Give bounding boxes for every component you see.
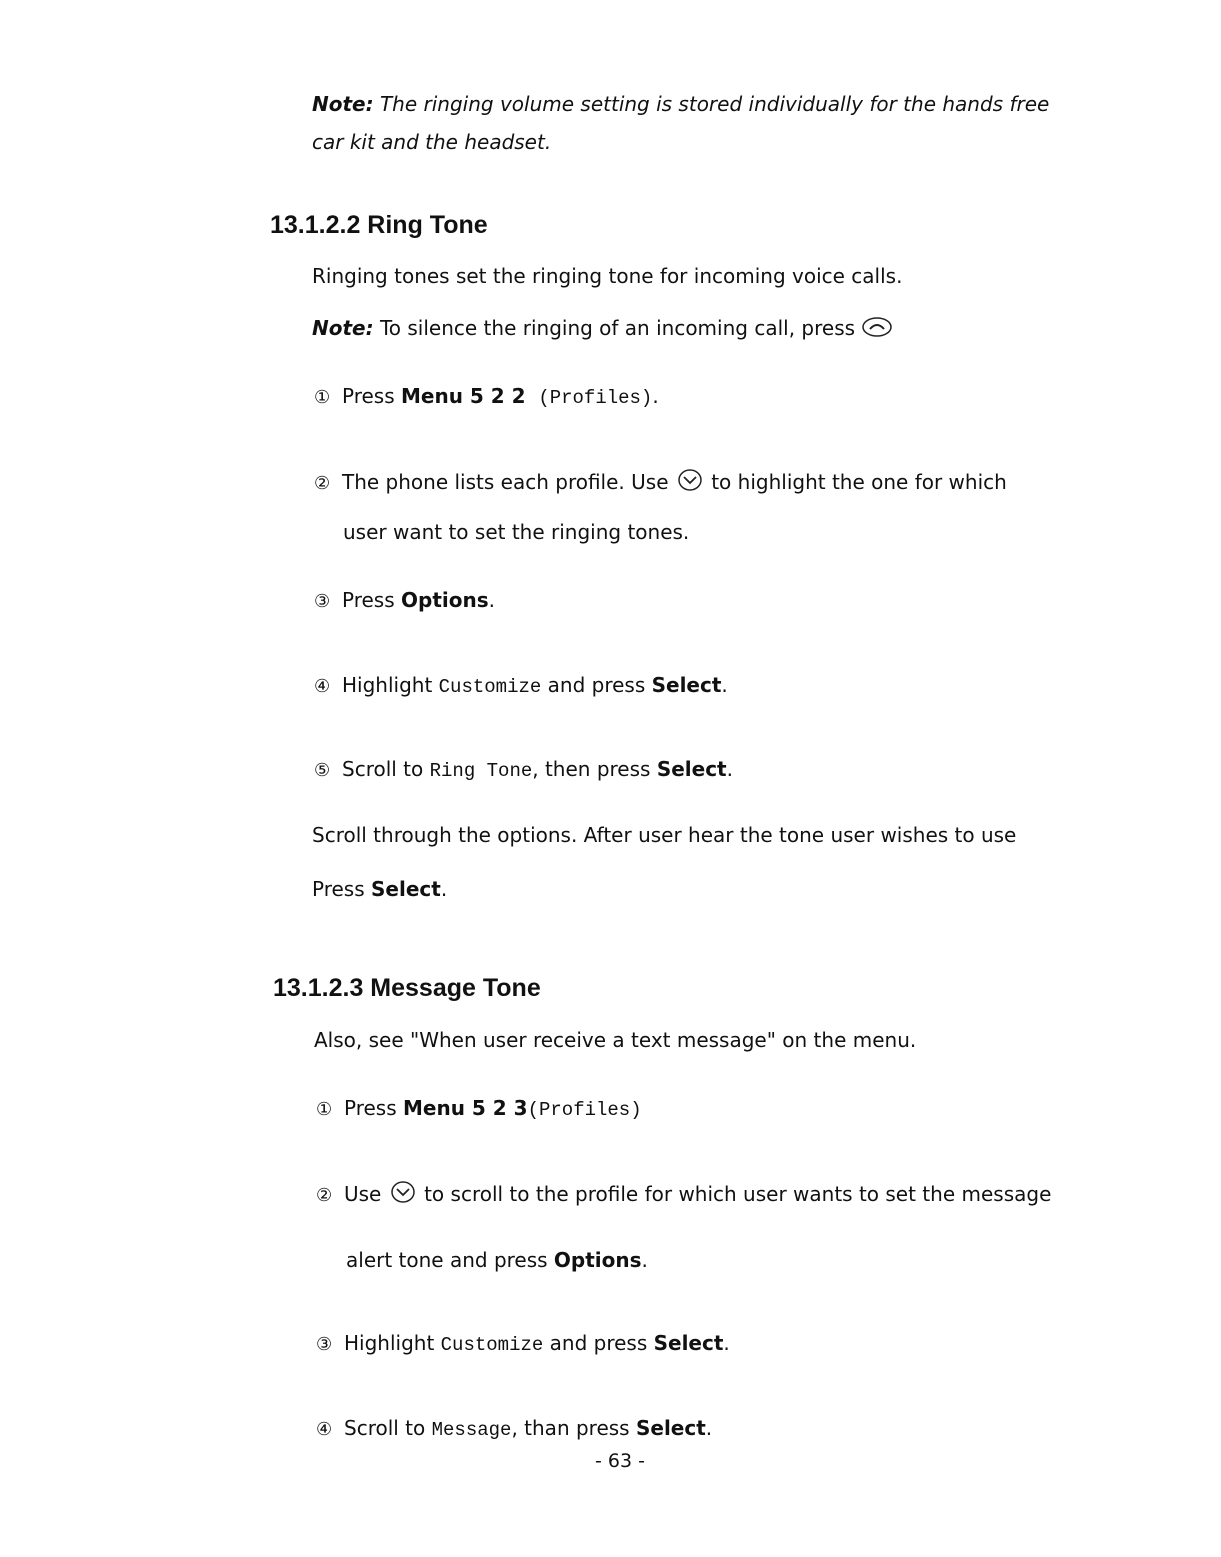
step-number: ④ [314, 676, 331, 697]
menu-name: Message [431, 1419, 512, 1441]
options-key: Options [553, 1248, 642, 1272]
msg-step-2-line-2 [346, 1248, 648, 1272]
menu-name: (Profiles) [538, 387, 653, 409]
step-text: Press [344, 1096, 403, 1120]
step-text: Scroll to [342, 757, 430, 781]
ring-step-4 [314, 673, 728, 699]
step-text: Highlight [342, 673, 439, 697]
step-number: ⑤ [314, 760, 331, 781]
step-text: Use [344, 1182, 382, 1206]
para-end: . [440, 877, 448, 901]
end-call-key-icon [861, 316, 893, 343]
menu-name: (Profiles) [527, 1099, 642, 1121]
section-heading-ring-tone: 13.1.2.2 Ring Tone [270, 211, 488, 239]
ring-note-text: To silence the ringing of an incoming call, press [379, 316, 856, 340]
ring-step-5 [314, 757, 733, 783]
step-number: ① [314, 387, 331, 408]
ring-intro: Ringing tones set the ringing tone for incoming voice calls. [312, 264, 903, 288]
step-end: . [652, 384, 659, 408]
step-number: ② [314, 473, 331, 494]
page-number: - 63 - [595, 1450, 645, 1472]
section-heading-message-tone: 13.1.2.3 Message Tone [273, 974, 541, 1002]
step-end: . [488, 588, 495, 612]
para-text: Press [312, 877, 371, 901]
menu-key: Menu 5 2 2 [401, 384, 526, 408]
ring-step-1 [314, 384, 659, 410]
navigation-key-icon [388, 1180, 418, 1211]
note-text: The ringing volume setting is stored individually for the hands free [379, 92, 1050, 116]
select-key: Select [656, 757, 727, 781]
step-number: ② [316, 1185, 333, 1206]
step-text-cont: to scroll to the profile for which user wants to set the message [424, 1182, 1052, 1206]
step-text: Press [342, 384, 401, 408]
step-text-mid: , than press [511, 1416, 636, 1440]
msg-step-3 [316, 1331, 730, 1357]
step-end: . [726, 757, 733, 781]
select-key: Select [371, 877, 441, 901]
menu-key: Menu 5 2 3 [403, 1096, 528, 1120]
step-number: ① [316, 1099, 333, 1120]
step-text: alert tone and press [346, 1248, 554, 1272]
ring-note [312, 316, 893, 343]
step-text-cont: to highlight the one for which [711, 470, 1007, 494]
menu-name: Customize [438, 676, 542, 698]
note-label: Note: [312, 92, 374, 116]
step-end: . [721, 673, 728, 697]
ring-step-2-line-2: user want to set the ringing tones. [343, 520, 690, 544]
select-key: Select [653, 1331, 724, 1355]
note-line-2: car kit and the headset. [312, 130, 552, 154]
step-end: . [641, 1248, 648, 1272]
menu-name: Customize [440, 1334, 544, 1356]
ring-note-label: Note: [312, 316, 374, 340]
options-key: Options [401, 588, 489, 612]
step-end: . [705, 1416, 713, 1440]
step-text: Scroll to [344, 1416, 432, 1440]
msg-step-2 [316, 1180, 1051, 1211]
step-number: ③ [316, 1334, 333, 1355]
step-text-mid: and press [543, 1331, 654, 1355]
step-end: . [723, 1331, 730, 1355]
ring-paragraph-1: Scroll through the options. After user hear the tone user wishes to use [312, 823, 1017, 847]
select-key: Select [651, 673, 722, 697]
msg-step-1 [316, 1096, 642, 1122]
step-number: ④ [316, 1419, 333, 1440]
step-number: ③ [314, 591, 331, 612]
ring-paragraph-2 [312, 877, 447, 901]
select-key: Select [635, 1416, 706, 1440]
note-line-1 [312, 92, 1049, 116]
msg-step-4 [316, 1416, 712, 1442]
msg-intro: Also, see "When user receive a text message" on the menu. [314, 1028, 917, 1052]
menu-name: Ring Tone [429, 760, 533, 782]
navigation-key-icon [675, 468, 705, 499]
step-text: Highlight [344, 1331, 441, 1355]
step-text: The phone lists each profile. Use [342, 470, 669, 494]
ring-step-3 [314, 588, 495, 614]
step-text-mid: and press [541, 673, 652, 697]
ring-step-2 [314, 468, 1007, 499]
step-text: Press [342, 588, 401, 612]
step-text-mid: , then press [532, 757, 657, 781]
